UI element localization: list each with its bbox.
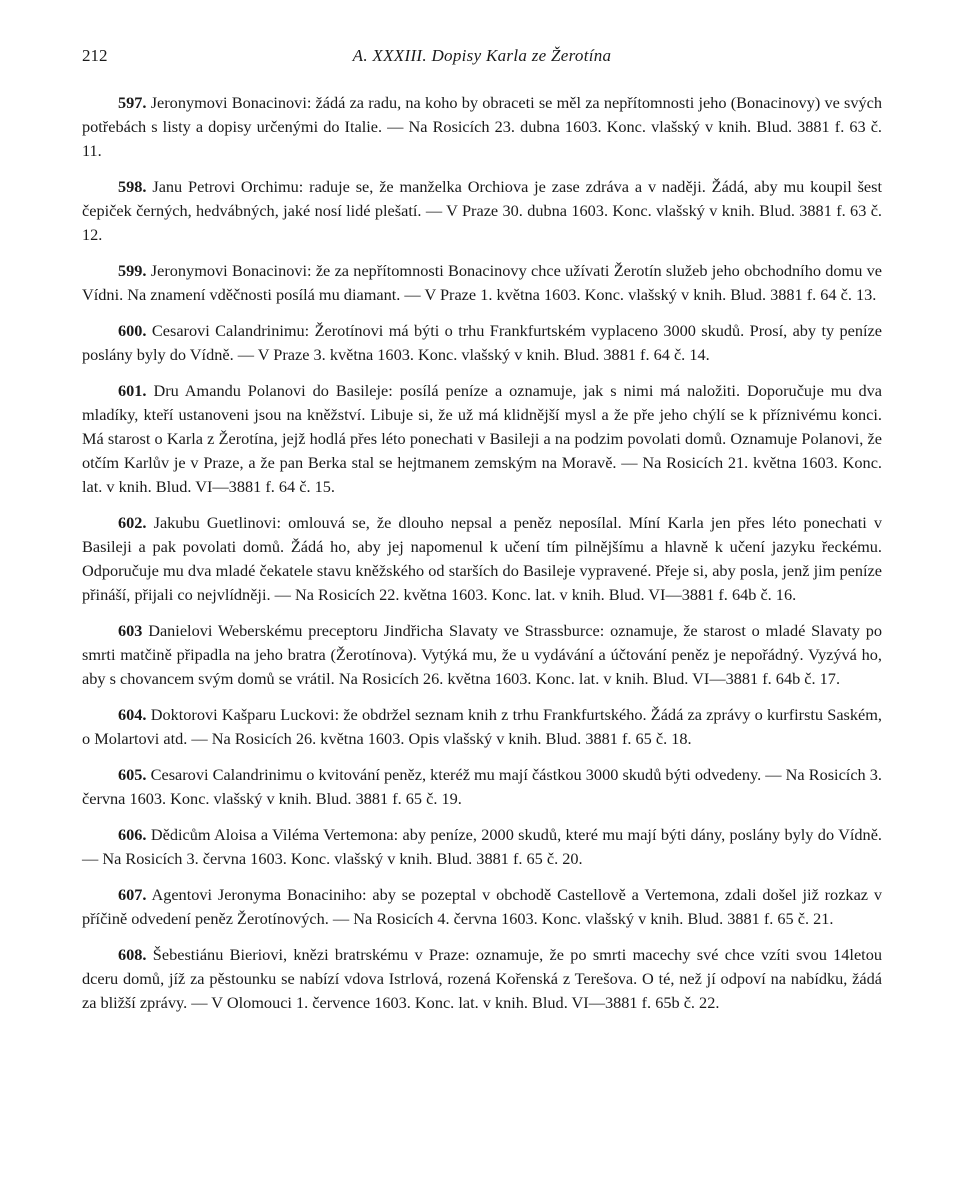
entry-number: 604.: [118, 705, 147, 724]
document-page: [82, 40, 882, 1027]
entry-text: Agentovi Jeronyma Bonaciniho: aby se pozeptal v obchodě Castellově a Vertemona, zdali došel již rozkaz v příčině odvedení peněz Žerotínových. — Na Rosicích 4. června 1603. Konc. vlašský v knih. Blud. 3881 f. 65 č. 21.: [82, 885, 882, 928]
entry-text: Dru Amandu Polanovi do Basileje: posílá peníze a oznamuje, jak s nimi má naložiti. Doporučuje mu dva mladíky, kteří ustanoveni jsou na kněžství. Libuje si, že už má klidnější mysl a že pře jeho chýlí se k příznivému konci. Má starost o Karla z Žerotína, jejž hodlá přes léto ponechati v Basileji a na podzim povolati domů. Oznamuje Polanovi, že otčím Karlův je v Praze, a že pan Berka stal se hejtmanem zemským na Moravě. — Na Rosicích 21. května 1603. Konc. lat. v knih. Blud. VI—3881 f. 64 č. 15.: [82, 381, 882, 496]
entry-number: 605.: [118, 765, 147, 784]
entry: [82, 763, 882, 811]
entry-number: 607.: [118, 885, 147, 904]
entry-text: Jakubu Guetlinovi: omlouvá se, že dlouho nepsal a peněz neposílal. Míní Karla jen přes léto ponechati v Basileji a pak povolati domů. Žádá ho, aby jej napomenul k učení tím pilnějšímu a hlavně k učení jazyku řeckému. Odporučuje mu dva mladé čekatele stavu kněžského od starších do Basileje vypravené. Přeje si, aby posla, jenž jim peníze přináší, přijali co nejvlídněji. — Na Rosicích 22. května 1603. Konc. lat. v knih. Blud. VI—3881 f. 64b č. 16.: [82, 513, 883, 604]
entry: [82, 379, 882, 499]
entry-text: Dědicům Aloisa a Viléma Vertemona: aby peníze, 2000 skudů, které mu mají býti dány, poslány byly do Vídně. — Na Rosicích 3. června 1603. Konc. vlašský v knih. Blud. 3881 f. 65 č. 20.: [82, 825, 882, 868]
entry: [82, 943, 882, 1015]
entry: [82, 823, 882, 871]
entry: [82, 175, 882, 247]
entry-text: Janu Petrovi Orchimu: raduje se, že manželka Orchiova je zase zdráva a v naději. Žádá, aby mu koupil šest čepiček černých, hedvábných, jaké nosí lidé plešatí. — V Praze 30. dubna 1603. Konc. vlašský v knih. Blud. 3881 f. 63 č. 12.: [82, 177, 882, 244]
page-header: [82, 40, 882, 70]
entry-number: 598.: [118, 177, 147, 196]
entry-text: Danielovi Weberskému preceptoru Jindřicha Slavaty ve Strassburce: oznamuje, že starost o mladé Slavaty po smrti matčině připadla na jeho bratra (Žerotínova). Vytýká mu, že u vydávání a účtování peněz je nepořádný. Vyzývá ho, aby s chovancem svým domů se vrátil. Na Rosicích 26. května 1603. Konc. lat. v knih. Blud. VI—3881 f. 64b č. 17.: [82, 621, 882, 688]
page-number: 212: [82, 46, 108, 65]
entry-number: 599.: [118, 261, 147, 280]
entry: [82, 259, 882, 307]
entry: [82, 619, 882, 691]
entry-text: Cesarovi Calandrinimu o kvitování peněz, kteréž mu mají částkou 3000 skudů býti odvedeny. — Na Rosicích 3. června 1603. Konc. vlašský v knih. Blud. 3881 f. 65 č. 19.: [82, 765, 883, 808]
entry-number: 603: [118, 621, 143, 640]
entry: [82, 319, 882, 367]
entry-text: Šebestiánu Bieriovi, knězi bratrskému v Praze: oznamuje, že po smrti macechy své chce vzíti svou 14letou dceru domů, jíž za pěstounku se nabízí vdova Istrlová, rozená Kořenská z Terešova. O té, než jí odpoví na nabídku, žádá za bližší zprávy. — V Olomouci 1. července 1603. Konc. lat. v knih. Blud. VI—3881 f. 65b č. 22.: [82, 945, 882, 1012]
entry-number: 606.: [118, 825, 147, 844]
entry-text: Cesarovi Calandrinimu: Žerotínovi má býti o trhu Frankfurtském vyplaceno 3000 skudů. Prosí, aby ty peníze poslány byly do Vídně. — V Praze 3. května 1603. Konc. vlašský v knih. Blud. 3881 f. 64 č. 14.: [82, 321, 882, 364]
entry-text: Doktorovi Kašparu Luckovi: že obdržel seznam knih z trhu Frankfurtského. Žádá za zprávy o kurfirstu Saském, o Molartovi atd. — Na Rosicích 26. května 1603. Opis vlašský v knih. Blud. 3881 f. 65 č. 18.: [82, 705, 882, 748]
entry: [82, 703, 882, 751]
entry-text: Jeronymovi Bonacinovi: žádá za radu, na koho by obraceti se měl za nepřítomnosti jeho (Bonacinovy) ve svých potřebách s listy a dopisy určenými do Italie. — Na Rosicích 23. dubna 1603. Konc. vlašský v knih. Blud. 3881 f. 63 č. 11.: [82, 93, 882, 160]
entry-list: [82, 91, 882, 1015]
entry-number: 597.: [118, 93, 147, 112]
entry-number: 601.: [118, 381, 147, 400]
entry-text: Jeronymovi Bonacinovi: že za nepřítomnosti Bonacinovy chce užívati Žerotín služeb jeho obchodního domu ve Vídni. Na znamení vděčnosti posílá mu diamant. — V Praze 1. května 1603. Konc. vlašský v knih. Blud. 3881 f. 64 č. 13.: [82, 261, 883, 304]
entry: [82, 511, 882, 607]
entry: [82, 91, 882, 163]
entry-number: 602.: [118, 513, 147, 532]
entry-number: 600.: [118, 321, 147, 340]
entry: [82, 883, 882, 931]
entry-number: 608.: [118, 945, 147, 964]
running-title: A. XXXIII. Dopisy Karla ze Žerotína: [352, 46, 612, 65]
